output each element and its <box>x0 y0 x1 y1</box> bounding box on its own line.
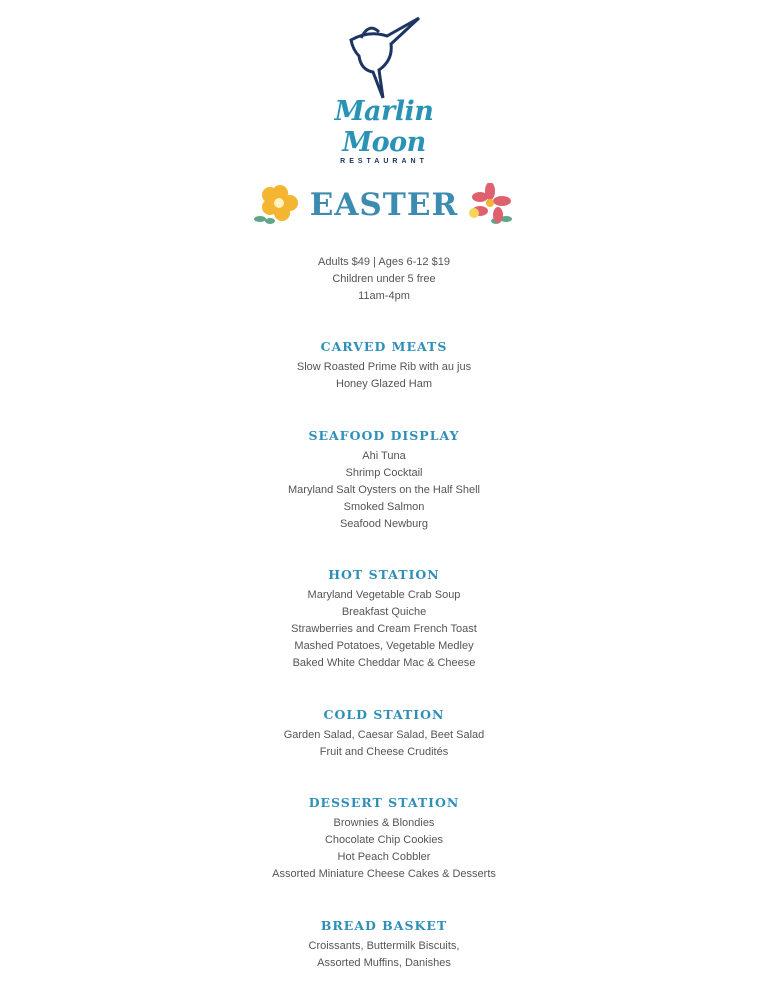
menu-item: Assorted Miniature Cheese Cakes & Desserts <box>272 868 496 880</box>
menu-item: Slow Roasted Prime Rib with au jus <box>296 361 472 373</box>
section-title: COLD STATION <box>323 707 445 722</box>
section-title: SEAFOOD DISPLAY <box>308 428 460 443</box>
menu-item: Maryland Salt Oysters on the Half Shell <box>288 484 480 496</box>
menu-item: Smoked Salmon <box>343 501 425 513</box>
menu-item: Ahi Tuna <box>362 450 406 462</box>
restaurant-logo <box>300 10 468 165</box>
pricing-block <box>0 254 768 305</box>
pricing-line: Adults $49 | Ages 6-12 $19 <box>318 256 450 268</box>
brand-name: Marlin Moon <box>334 96 434 158</box>
page-title: EASTER <box>309 187 459 223</box>
menu-item: Fruit and Cheese Crudités <box>319 746 449 758</box>
menu-item: Chocolate Chip Cookies <box>324 834 443 846</box>
yellow-flower-icon <box>252 183 304 227</box>
section-carved-meats <box>0 339 768 393</box>
menu-item: Croissants, Buttermilk Biscuits, <box>308 940 460 952</box>
menu-item: Maryland Vegetable Crab Soup <box>307 589 461 601</box>
menu-item: Mashed Potatoes, Vegetable Medley <box>294 640 474 652</box>
section-dessert-station <box>0 795 768 883</box>
menu-item: Brownies & Blondies <box>333 817 435 829</box>
menu-item: Assorted Muffins, Danishes <box>317 957 451 969</box>
marlin-moon-icon <box>339 10 429 102</box>
section-title: BREAD BASKET <box>320 918 448 933</box>
menu-item: Seafood Newburg <box>339 518 429 530</box>
menu-item: Strawberries and Cream French Toast <box>291 623 477 635</box>
menu-item: Garden Salad, Caesar Salad, Beet Salad <box>283 729 485 741</box>
section-title: DESSERT STATION <box>308 795 460 810</box>
hours-line: 11am-4pm <box>358 290 410 302</box>
section-cold-station <box>0 707 768 761</box>
section-bread-basket <box>0 918 768 972</box>
menu-item: Baked White Cheddar Mac & Cheese <box>292 657 476 669</box>
section-seafood-display <box>0 428 768 533</box>
pricing-line: Children under 5 free <box>332 273 436 285</box>
menu-item: Shrimp Cocktail <box>345 467 423 479</box>
brand-subtitle: RESTAURANT <box>340 158 428 165</box>
menu-item: Honey Glazed Ham <box>336 378 432 390</box>
section-title: CARVED MEATS <box>320 339 448 354</box>
section-title: HOT STATION <box>328 567 440 582</box>
menu-item: Hot Peach Cobbler <box>337 851 431 863</box>
title-row <box>0 183 768 227</box>
pink-flower-icon <box>464 183 516 227</box>
section-hot-station <box>0 567 768 672</box>
menu-item: Breakfast Quiche <box>341 606 427 618</box>
